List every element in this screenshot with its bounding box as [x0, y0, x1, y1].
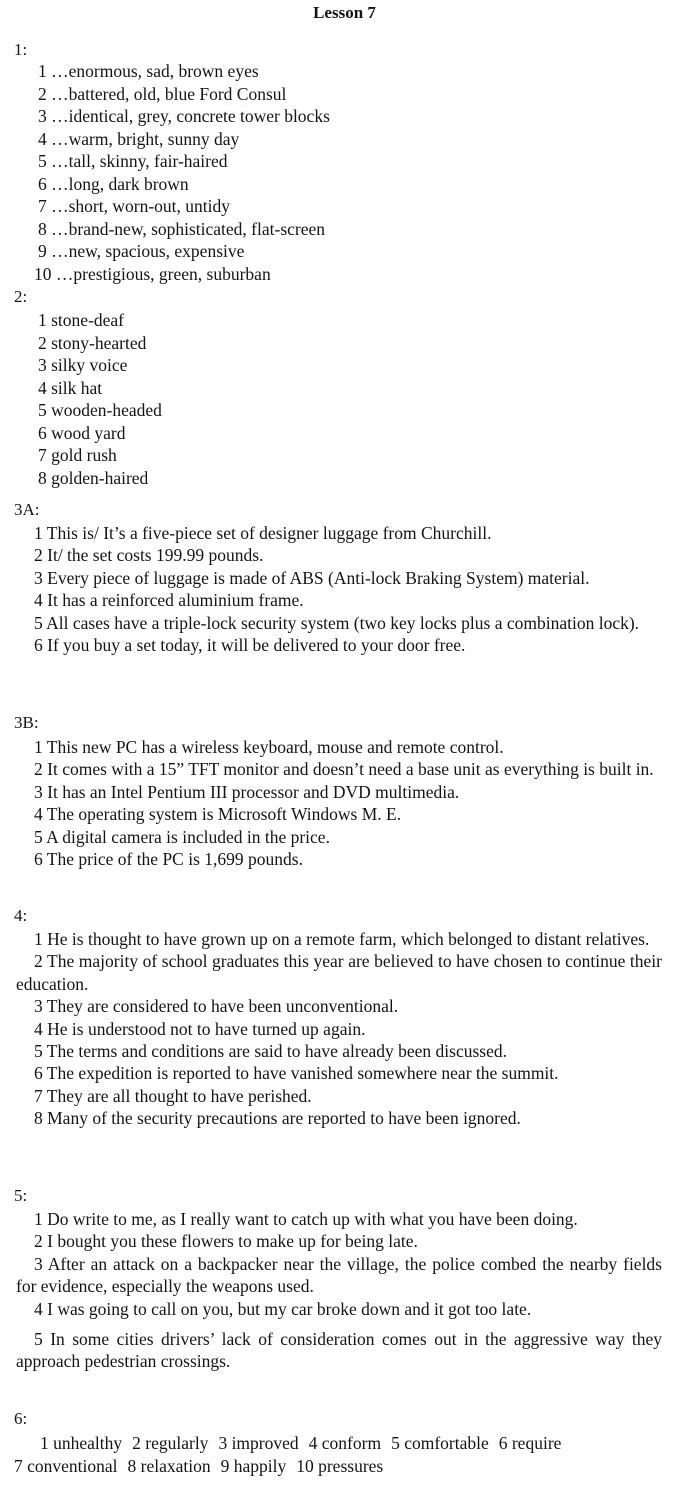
- list-item: 9 happily: [220, 1455, 287, 1476]
- list-item: 1 …enormous, sad, brown eyes: [38, 61, 259, 81]
- list-item: 1 stone-deaf: [38, 310, 125, 330]
- list-item: 6 The expedition is reported to have vanished somewhere near the summit.: [34, 1063, 559, 1084]
- list-item: 2 I bought you these flowers to make up for being late.: [34, 1231, 418, 1252]
- list-item: 2 It/ the set costs 199.99 pounds.: [34, 545, 264, 566]
- list-item: 2 regularly: [132, 1433, 209, 1453]
- list-item: 7 They are all thought to have perished.: [34, 1085, 312, 1106]
- list-item: 8 golden-haired: [38, 467, 149, 488]
- section-3a-label: 3A:: [14, 500, 40, 519]
- list-item: 6 …long, dark brown: [38, 173, 189, 194]
- list-item: 8 …brand-new, sophisticated, flat-screen: [38, 218, 326, 239]
- list-item: 7 conventional: [14, 1455, 118, 1476]
- list-item: 3 After an attack on a backpacker near the village, the police combed the nearby fields for evidence, especially the weapons used.: [16, 1253, 662, 1297]
- section-4-list: [16, 928, 662, 1130]
- section-1-label: 1:: [14, 40, 28, 59]
- section-3a-list: [16, 522, 662, 656]
- list-item: 5 comfortable: [391, 1433, 489, 1453]
- section-1-list: [0, 60, 689, 285]
- list-item: 1 He is thought to have grown up on a remote farm, which belonged to distant relatives.: [34, 929, 650, 949]
- section-4-label: 4:: [14, 906, 28, 925]
- list-item: 4 He is understood not to have turned up again.: [34, 1018, 366, 1039]
- list-item: 3 …identical, grey, concrete tower blocks: [38, 106, 330, 126]
- section-3b-list: [16, 736, 662, 870]
- section-5-list: [16, 1208, 662, 1373]
- list-item: 1 unhealthy: [40, 1433, 123, 1453]
- list-item: 3 improved: [218, 1433, 299, 1453]
- list-item: 2 It comes with a 15” TFT monitor and doesn’t need a base unit as everything is built in.: [34, 759, 654, 780]
- list-item: 4 The operating system is Microsoft Windows M. E.: [34, 804, 402, 825]
- page-title: Lesson 7: [313, 3, 376, 22]
- list-item: 5 A digital camera is included in the price.: [34, 826, 330, 847]
- list-item: 5 The terms and conditions are said to have already been discussed.: [34, 1041, 508, 1062]
- list-item: 3 It has an Intel Pentium III processor and DVD multimedia.: [34, 781, 460, 802]
- list-item: 8 Many of the security precautions are reported to have been ignored.: [34, 1108, 521, 1129]
- list-item: 8 relaxation: [127, 1455, 211, 1476]
- list-item: 4 I was going to call on you, but my car broke down and it got too late.: [34, 1298, 532, 1319]
- section-2-list: [0, 309, 689, 489]
- list-item: 10 pressures: [296, 1455, 384, 1476]
- list-item: 6 wood yard: [38, 422, 126, 443]
- list-item: 1 This is/ It’s a five-piece set of designer luggage from Churchill.: [34, 523, 492, 543]
- section-6-word-list: [14, 1432, 674, 1477]
- list-item: 3 They are considered to have been unconventional.: [34, 996, 399, 1017]
- section-3b-label: 3B:: [14, 713, 39, 732]
- list-item: 1 Do write to me, as I really want to catch up with what you have been doing.: [34, 1209, 578, 1229]
- list-item: 3 Every piece of luggage is made of ABS (Anti-lock Braking System) material.: [34, 567, 590, 588]
- list-item: 9 …new, spacious, expensive: [38, 241, 245, 261]
- list-item: 5 In some cities drivers’ lack of consideration comes out in the aggressive way they approach pedestrian crossings.: [16, 1329, 662, 1372]
- list-item: 5 …tall, skinny, fair-haired: [38, 151, 228, 171]
- list-item: 6 The price of the PC is 1,699 pounds.: [34, 849, 303, 870]
- list-item: 1 This new PC has a wireless keyboard, mouse and remote control.: [34, 737, 504, 757]
- section-5-label: 5:: [14, 1186, 28, 1205]
- section-6-label: 6:: [14, 1409, 28, 1428]
- list-item: 4 conform: [308, 1433, 382, 1453]
- list-item: 4 silk hat: [38, 377, 103, 398]
- section-2-label: 2:: [14, 287, 28, 306]
- list-item: 2 The majority of school graduates this year are believed to have chosen to continue their education.: [16, 951, 662, 994]
- list-item: 7 …short, worn-out, untidy: [38, 196, 231, 216]
- list-item: 7 gold rush: [38, 445, 117, 465]
- list-item: 5 All cases have a triple-lock security system (two key locks plus a combination lock).: [34, 612, 640, 633]
- list-item: 5 wooden-headed: [38, 400, 162, 420]
- list-item: 2 stony-hearted: [38, 332, 147, 353]
- list-item: 2 …battered, old, blue Ford Consul: [38, 83, 287, 104]
- list-item: 4 It has a reinforced aluminium frame.: [34, 590, 304, 611]
- list-item: 3 silky voice: [38, 355, 128, 375]
- list-item: 10 …prestigious, green, suburban: [34, 263, 271, 284]
- list-item: 4 …warm, bright, sunny day: [38, 128, 240, 149]
- list-item: 6 If you buy a set today, it will be delivered to your door free.: [34, 635, 466, 656]
- list-item: 6 require: [498, 1433, 562, 1453]
